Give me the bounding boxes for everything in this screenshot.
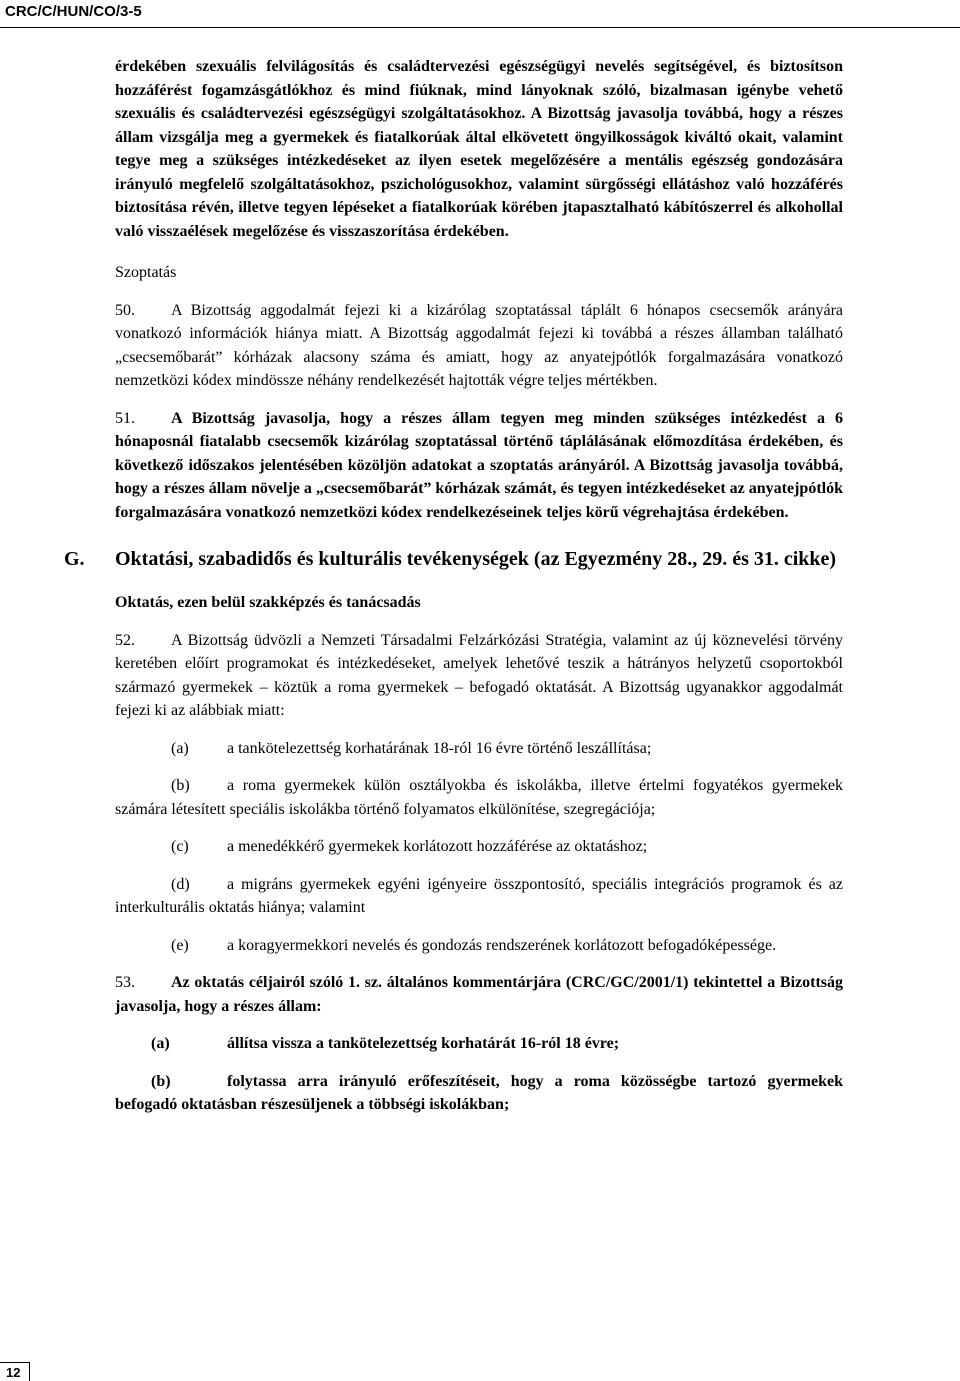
item-label: (b) xyxy=(171,777,190,794)
page-content xyxy=(64,55,843,1117)
item-label: (a) xyxy=(171,739,189,757)
item-text: a roma gyermekek külön osztályokba és iskolákba, illetve értelmi fogyatékos gyermekek számára létesített speciális iskolákba történő folyamatos elkülönítése, szegregációja; xyxy=(115,777,843,818)
paragraph-52 xyxy=(115,629,843,723)
page-number: 12 xyxy=(0,1362,30,1381)
paragraph-text: A Bizottság javasolja, hogy a részes állam tegyen meg minden szükséges intézkedést a 6 hónaposnál fiatalabb csecsemők kizárólag szoptatással történő táplálásának előmozdítása érdekében, és következő időszakos jelentésében közöljön adatokat a szoptatás arányáról. A Bizottság javasolja továbbá, hogy a részes állam növelje a „csecsemőbarát” kórházak számát, és tegyen intézkedéseket az anyatejpótlók forgalmazására vonatkozó nemzetközi kódex rendelkezéseinek teljes körű végrehajtása érdekében. xyxy=(115,409,843,521)
list-item xyxy=(115,774,843,821)
paragraph-number: 53. xyxy=(115,974,135,991)
paragraph-53 xyxy=(115,971,843,1018)
document-symbol: CRC/C/HUN/CO/3-5 xyxy=(5,3,142,20)
item-text: a menedékkérő gyermekek korlátozott hozzáférése az oktatáshoz; xyxy=(227,838,648,855)
section-heading xyxy=(64,546,843,573)
paragraph-50 xyxy=(115,299,843,393)
item-text: a koragyermekkori nevelés és gondozás rendszerének korlátozott befogadóképessége. xyxy=(227,936,777,954)
education-subheading: Oktatás, ezen belül szakképzés és tanácsadás xyxy=(115,594,421,611)
item-label: (d) xyxy=(171,875,190,893)
paragraph-text: A Bizottság üdvözli a Nemzeti Társadalmi Felzárkózási Stratégia, valamint az új köznevelési törvény keretében előírt programokat és intézkedéseket, amelyek lehetővé teszik a hátrányos helyzetű csoportokból származó gyermekek – köztük a roma gyermekek – befogadó oktatását. A Bizottság ugyanakkor aggodalmát fejezi ki az alábbiak miatt: xyxy=(115,631,843,719)
list-item xyxy=(115,737,843,761)
breastfeeding-heading: Szoptatás xyxy=(115,264,177,281)
item-text: állítsa vissza a tankötelezettség korhatárát 16-ról 18 évre; xyxy=(227,1035,620,1052)
item-text: folytassa arra irányuló erőfeszítéseit, hogy a roma közösségbe tartozó gyermekek befogadó oktatásban részesüljenek a többségi iskolákban; xyxy=(115,1072,843,1113)
item-text: a migráns gyermekek egyéni igényeire összpontosító, speciális integrációs programok és az interkulturális oktatás hiánya; valamint xyxy=(115,875,843,916)
item-label: (a) xyxy=(151,1035,170,1052)
paragraph-number: 52. xyxy=(115,631,135,649)
item-label: (c) xyxy=(171,838,189,855)
paragraph-number: 50. xyxy=(115,301,135,319)
page-header xyxy=(0,0,960,28)
section-letter: G. xyxy=(64,548,85,570)
section-title: Oktatási, szabadidős és kulturális tevékenységek (az Egyezmény 28., 29. és 31. cikke) xyxy=(115,548,837,570)
paragraph-number: 51. xyxy=(115,409,135,427)
list-item xyxy=(115,1032,843,1056)
continuation-paragraph: érdekében szexuális felvilágosítás és családtervezési egészségügyi nevelés segítségével, és biztosítson hozzáférést fogamzásgátlókhoz és mind fiúknak, mind lányoknak szóló, bizalmasan igénybe vehető szexuális és családtervezési egészségügyi szolgáltatásokhoz. A Bizottság javasolja továbbá, hogy a részes állam vizsgálja meg a gyermekek és fiatalkorúak által elkövetett öngyilkosságok kiváltó okait, valamint tegye meg a szükséges intézkedéseket az ilyen esetek megelőzésére a mentális egészség gondozására irányuló megfelelő szolgáltatásokhoz, pszichológusokhoz, valamint sürgősségi ellátáshoz való hozzáférés biztosítása révén, illetve tegyen lépéseket a fiatalkorúak körében jtapasztalható kábítószerrel és alkohollal való visszaélések megelőzése és visszaszorítása érdekében. xyxy=(115,58,843,240)
item-label: (e) xyxy=(171,936,189,954)
paragraph-text: A Bizottság aggodalmát fejezi ki a kizárólag szoptatással táplált 6 hónapos csecsemők arányára vonatkozó információk hiánya miatt. A Bizottság aggodalmát fejezi ki továbbá a részes államban található „csecsemőbarát” kórházak alacsony száma és amiatt, hogy az anyatejpótlók forgalmazására vonatkozó nemzetközi kódex mindössze néhány rendelkezését hajtották végre teljes mértékben. xyxy=(115,301,843,389)
paragraph-51 xyxy=(115,407,843,525)
list-item xyxy=(115,835,843,859)
list-item xyxy=(115,873,843,920)
item-label: (b) xyxy=(151,1072,171,1090)
paragraph-text: Az oktatás céljairól szóló 1. sz. általános kommentárjára (CRC/GC/2001/1) tekintettel a Bizottság javasolja, hogy a részes állam: xyxy=(115,974,843,1015)
list-item xyxy=(115,1070,843,1117)
item-text: a tankötelezettség korhatárának 18-ról 16 évre történő leszállítása; xyxy=(227,739,652,757)
list-item xyxy=(115,934,843,958)
